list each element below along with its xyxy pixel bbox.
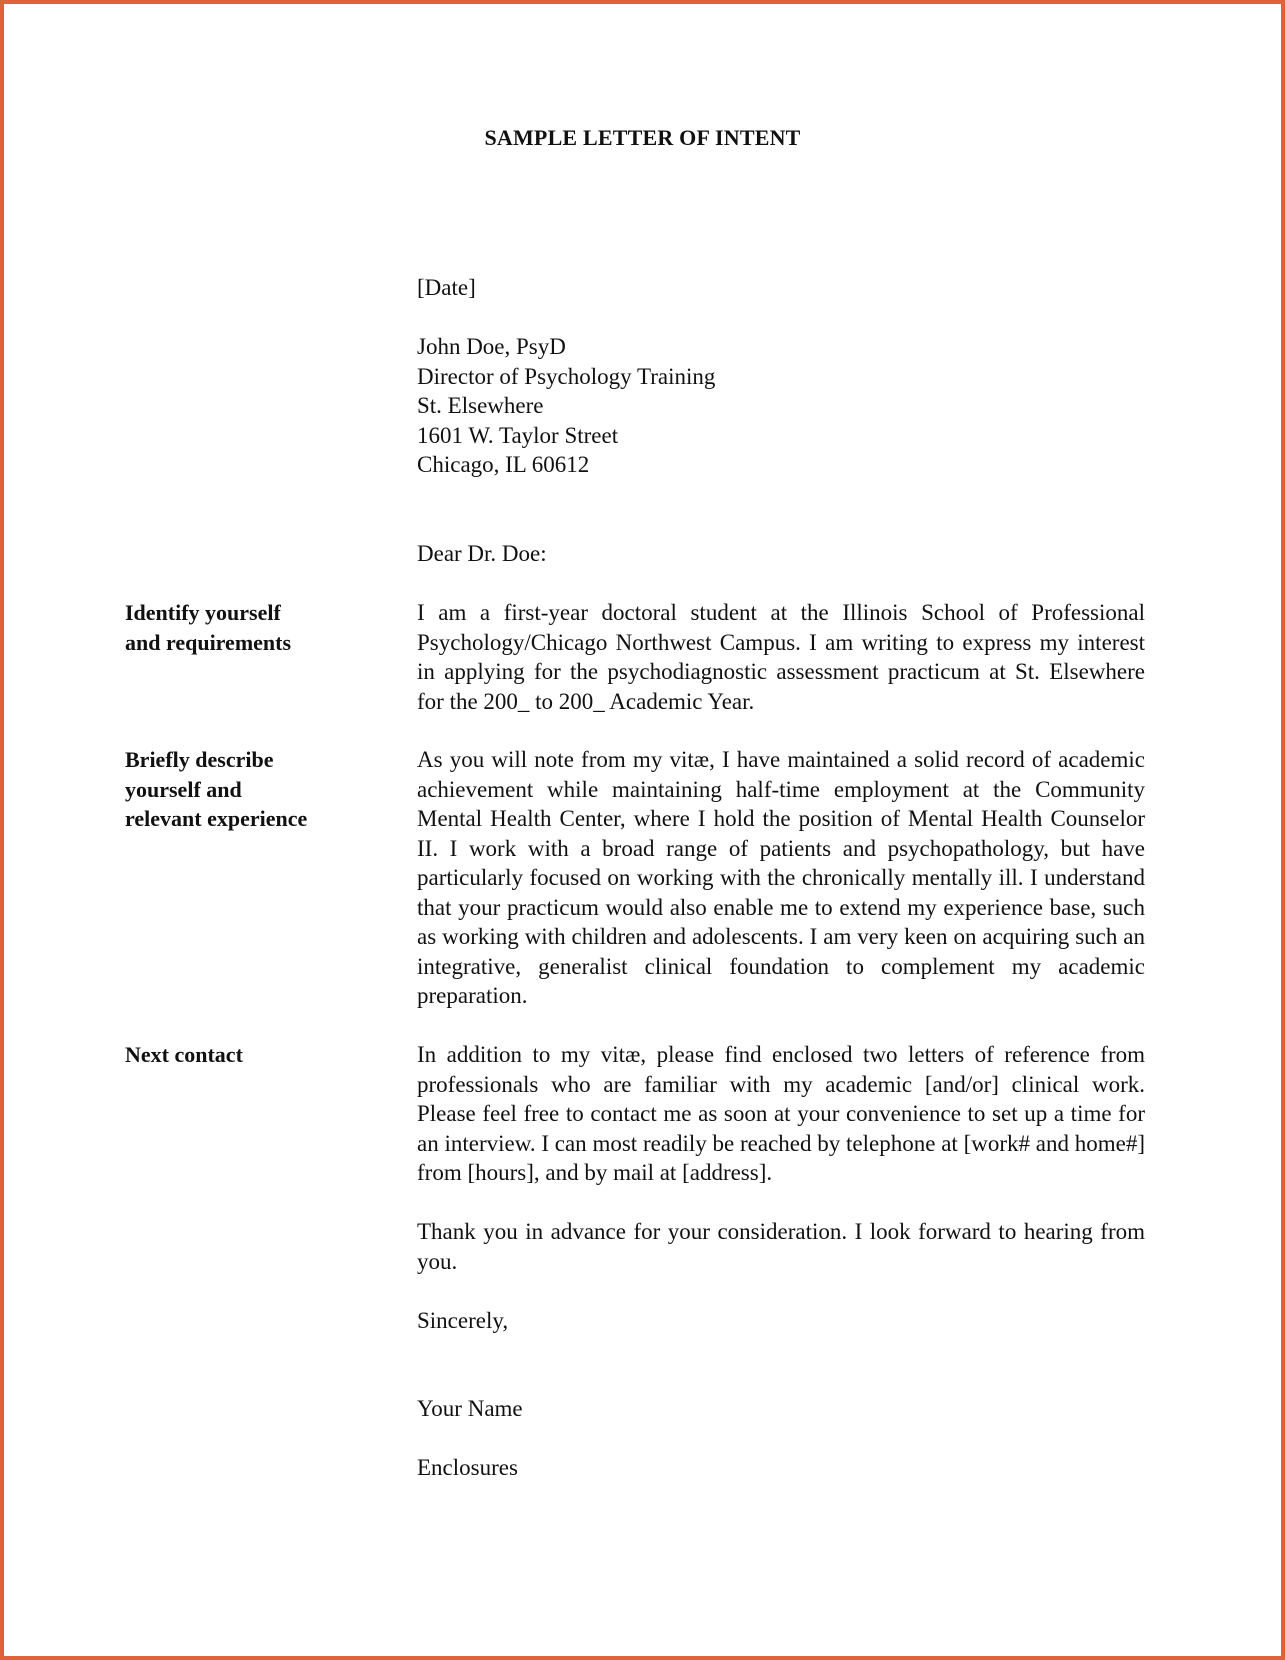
closing-paragraph: Thank you in advance for your consideration. I look forward to hearing from you. — [417, 1219, 1145, 1274]
recipient-line: 1601 W. Taylor Street — [417, 422, 619, 448]
paragraph-next-contact: In addition to my vitæ, please find enclosed two letters of reference from professionals who are familiar with my academic [and/or] clinical work. Please feel free to contact me as soon at your convenience to set up a time for an interview. I can most readily be reached by telephone at [work# and home#] from [hours], and by mail at [address]. — [417, 1042, 1145, 1185]
section-label-identify: Identify yourself and requirements — [125, 600, 292, 655]
date-line: [Date] — [417, 275, 476, 300]
sign-off: Sincerely, — [417, 1308, 509, 1333]
paragraph-describe: As you will note from my vitæ, I have maintained a solid record of academic achievement while maintaining half-time employment at the Community Mental Health Center, where I hold the position of Mental Health Counselor II. I work with a broad range of patients and psychopathology, but have particularly focused on working with the chronically mentally ill. I understand that your practicum would also enable me to extend my experience base, such as working with children and adolescents. I am very keen on acquiring such an integrative, generalist clinical foundation to complement my academic preparation. — [417, 747, 1145, 1008]
recipient-address — [417, 332, 1145, 480]
section-label-next-contact: Next contact — [125, 1042, 243, 1067]
recipient-line: St. Elsewhere — [417, 393, 544, 418]
signature-name: Your Name — [417, 1396, 523, 1421]
recipient-line: John Doe, PsyD — [417, 334, 566, 359]
salutation: Dear Dr. Doe: — [417, 541, 547, 566]
document-title: SAMPLE LETTER OF INTENT — [484, 125, 801, 150]
recipient-line: Chicago, IL 60612 — [417, 452, 590, 477]
section-label-describe: Briefly describe yourself and relevant experience — [125, 747, 308, 831]
recipient-line: Director of Psychology Training — [417, 363, 716, 389]
enclosures-note: Enclosures — [417, 1455, 518, 1480]
paragraph-identify: I am a first-year doctoral student at the Illinois School of Professional Psychology/Chicago Northwest Campus. I am writing to express my interest in applying for the psychodiagnostic assessment practicum at St. Elsewhere for the 200_ to 200_ Academic Year. — [417, 600, 1145, 714]
